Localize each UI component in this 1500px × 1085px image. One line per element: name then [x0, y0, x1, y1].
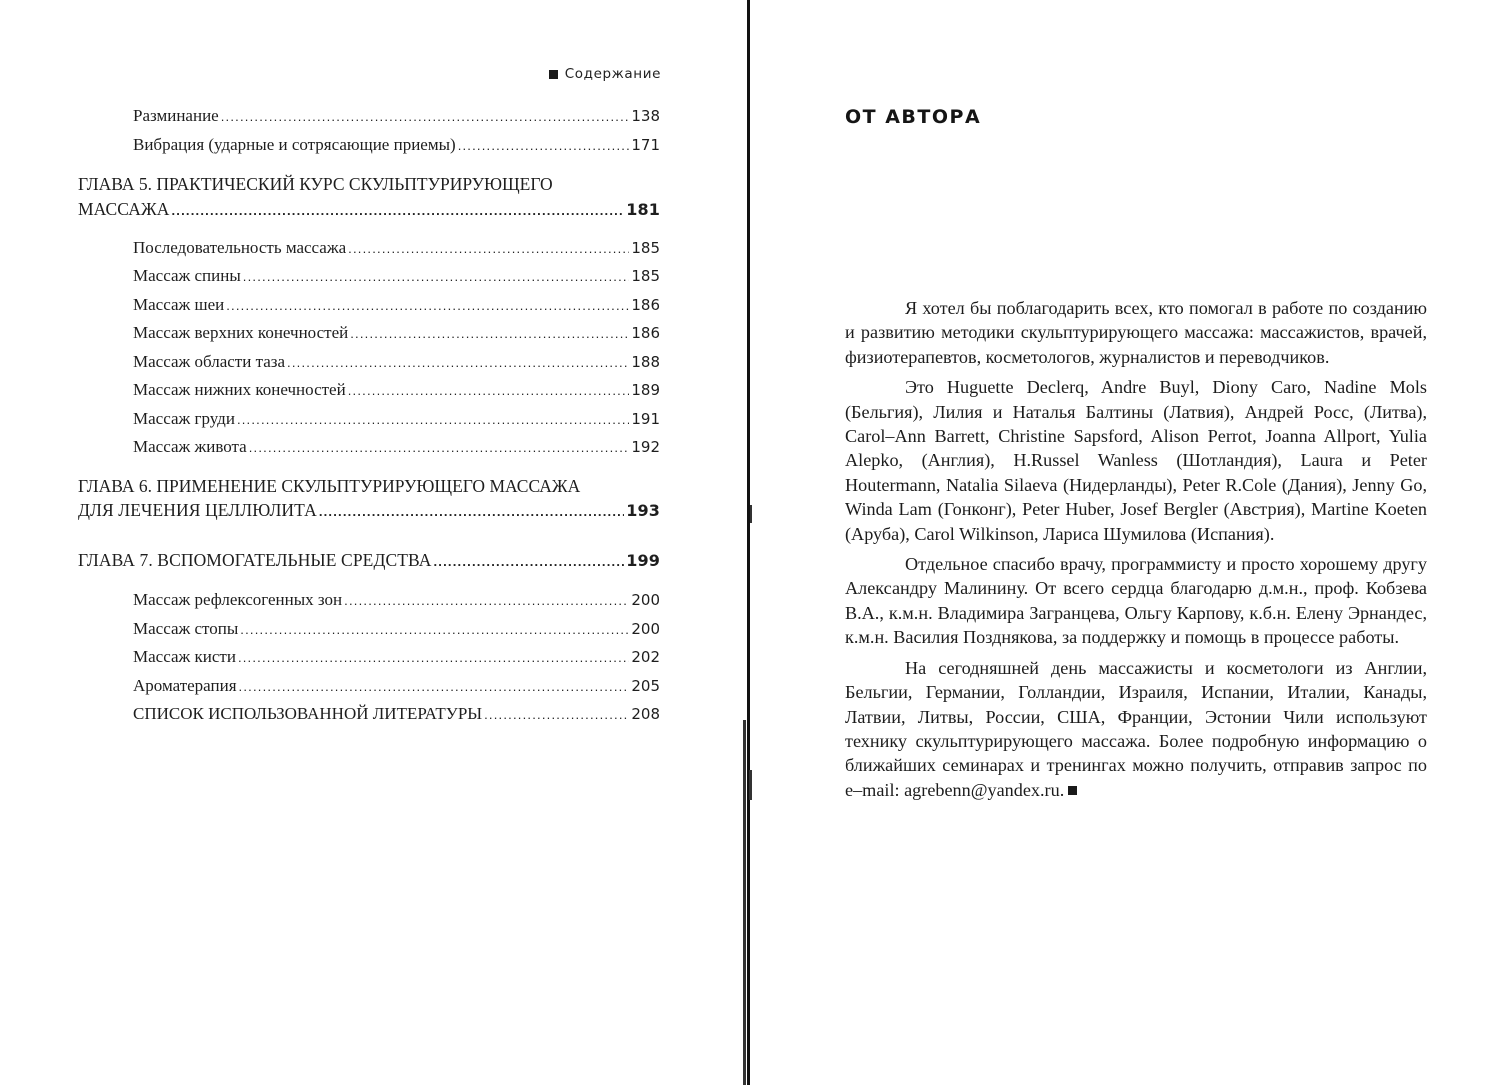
running-header [549, 66, 661, 82]
toc-page-number: 171 [631, 136, 660, 154]
toc-page-number: 186 [631, 296, 660, 314]
toc-entry[interactable] [133, 352, 660, 372]
dot-leader [458, 138, 630, 153]
dot-leader [287, 355, 629, 370]
toc-page-number: 200 [631, 591, 660, 609]
toc-entry-title: Вибрация (ударные и сотрясающие приемы) [133, 135, 456, 154]
toc-chapter-title-line1: ГЛАВА 6. ПРИМЕНЕНИЕ СКУЛЬПТУРИРУЮЩЕГО МАССАЖА [78, 476, 581, 496]
toc-page-number: 208 [631, 705, 660, 723]
toc-entry[interactable] [133, 380, 660, 400]
toc-entry-title: Последовательность массажа [133, 238, 347, 257]
toc-chapter-title-line1: ГЛАВА 5. ПРАКТИЧЕСКИЙ КУРС СКУЛЬПТУРИРУЮЩЕГО [78, 174, 553, 194]
toc-page-number: 138 [631, 107, 660, 125]
toc-page-number: 192 [631, 438, 660, 456]
toc-entry[interactable] [133, 323, 660, 343]
toc-entry-title: Массаж области таза [133, 352, 286, 371]
toc-entry-title: Разминание [133, 106, 219, 125]
toc-entry[interactable] [133, 676, 660, 696]
toc-entry-title: Массаж живота [133, 437, 247, 456]
toc-page-number: 193 [626, 501, 660, 520]
toc-entry-title: Массаж шеи [133, 295, 225, 314]
toc-page-number: 185 [631, 239, 660, 257]
toc-entry-title: Массаж стопы [133, 619, 239, 638]
black-square-icon [549, 70, 558, 79]
toc-chapter-title: ГЛАВА 7. ВСПОМОГАТЕЛЬНЫЕ СРЕДСТВА [78, 550, 432, 570]
toc-entry[interactable] [133, 106, 660, 126]
dot-leader [240, 622, 629, 637]
toc-page-number: 199 [626, 551, 660, 570]
paragraph-last [845, 656, 1427, 802]
toc-entry[interactable] [133, 266, 660, 286]
dot-leader [221, 109, 630, 124]
dot-leader [319, 504, 624, 519]
paragraph: Я хотел бы поблагодарить всех, кто помогал в работе по созданию и развитию методики скульптурирующего массажа: массажистов, врачей, физиотерапевтов, косметологов, журналистов и переводчиков. [845, 298, 1427, 367]
toc-chapter-title: МАССАЖА [78, 199, 170, 219]
toc-page-number: 186 [631, 324, 660, 342]
toc-page-number: 202 [631, 648, 660, 666]
toc-chapter-entry[interactable] [78, 550, 660, 571]
toc-entry-title: СПИСОК ИСПОЛЬЗОВАННОЙ ЛИТЕРАТУРЫ [133, 704, 483, 723]
section-title: ОТ АВТОРА [845, 106, 982, 128]
dot-leader [243, 269, 630, 284]
toc-entry-title: Массаж спины [133, 266, 241, 285]
toc-entry[interactable] [133, 295, 660, 315]
dot-leader [350, 326, 629, 341]
toc-entry[interactable] [133, 409, 660, 429]
toc-entry-title: Массаж верхних конечностей [133, 323, 349, 342]
toc-page-number: 205 [631, 677, 660, 695]
toc-page-number: 200 [631, 620, 660, 638]
dot-leader [484, 707, 629, 722]
toc-page-number: 188 [631, 353, 660, 371]
toc-entry-title: Массаж нижних конечностей [133, 380, 346, 399]
toc-entry[interactable] [133, 619, 660, 639]
toc-page-number: 189 [631, 381, 660, 399]
toc-entry-title: Ароматерапия [133, 676, 237, 695]
dot-leader [348, 383, 630, 398]
toc-chapter-entry[interactable] [78, 199, 660, 220]
gutter-shadow-line [743, 720, 746, 1085]
toc-entry-title: Массаж рефлексогенных зон [133, 590, 343, 609]
dot-leader [238, 650, 629, 665]
toc-entry[interactable] [133, 437, 660, 457]
dot-leader [348, 241, 629, 256]
dot-leader [237, 412, 629, 427]
toc-entry[interactable] [133, 135, 660, 155]
toc-entry-title: Массаж груди [133, 409, 235, 428]
toc-entry[interactable] [133, 704, 660, 724]
dot-leader [239, 679, 630, 694]
acknowledgements-text [845, 296, 1427, 808]
toc-entry-title: Массаж кисти [133, 647, 236, 666]
toc-entry[interactable] [133, 238, 660, 258]
toc-entry[interactable] [133, 590, 660, 610]
left-page [0, 0, 745, 1085]
dot-leader [226, 298, 629, 313]
dot-leader [433, 554, 624, 569]
toc-page-number: 191 [631, 410, 660, 428]
toc-page-number: 185 [631, 267, 660, 285]
dot-leader [249, 440, 630, 455]
dot-leader [171, 203, 624, 218]
toc-page-number: 181 [626, 200, 660, 219]
paragraph: Отдельное спасибо врачу, программисту и просто хорошему другу Александру Малинину. От всего сердца благодарю д.м.н., проф. Кобзева В.А., к.м.н. Владимира Загранцева, Ольгу Карпову, к.б.н. Елену Эрнандес, к.м.н. Василия Позднякова, за поддержку и помощь в процессе работы. [845, 554, 1427, 648]
paragraph: Это Huguette Declerq, Andre Buyl, Diony Caro, Nadine Mols (Бельгия), Лилия и Наталья Балтины (Латвия), Андрей Росс, (Литва), Carol–Ann Barrett, Christine Sapsford, Alison Perrot, Joanna Allport, Yulia Alepko, (Англия), H.Russel Wanless (Шотландия), Laura и Peter Houtermann, Natalia Silaeva (Нидерланды), Peter R.Cole (Дания), Jenny Go, Winda Lam (Гонконг), Peter Huber, Josef Bergler (Австрия), Martine Koeten (Аруба), Carol Wilkinson, Лариса Шумилова (Испания). [845, 377, 1427, 544]
end-of-section-square-icon [1068, 786, 1077, 795]
paragraph-text: На сегодняшней день массажисты и косметологи из Англии, Бельгии, Германии, Голландии, Израиля, Испании, Италии, Канады, Латвии, Литвы, России, США, Франции, Эстонии Чили используют технику скульптурирующего массажа. Более подробную информацию о ближайших семинарах и тренингах можно получить, отправив запрос по e–mail: agrebenn@yandex.ru. [845, 657, 1427, 800]
gutter-shadow-line [747, 0, 750, 1085]
dot-leader [344, 593, 629, 608]
toc-entry[interactable] [133, 647, 660, 667]
running-header-text: Содержание [564, 66, 661, 82]
toc-chapter-title: ДЛЯ ЛЕЧЕНИЯ ЦЕЛЛЮЛИТА [78, 500, 317, 520]
toc-chapter-entry[interactable] [78, 500, 660, 521]
